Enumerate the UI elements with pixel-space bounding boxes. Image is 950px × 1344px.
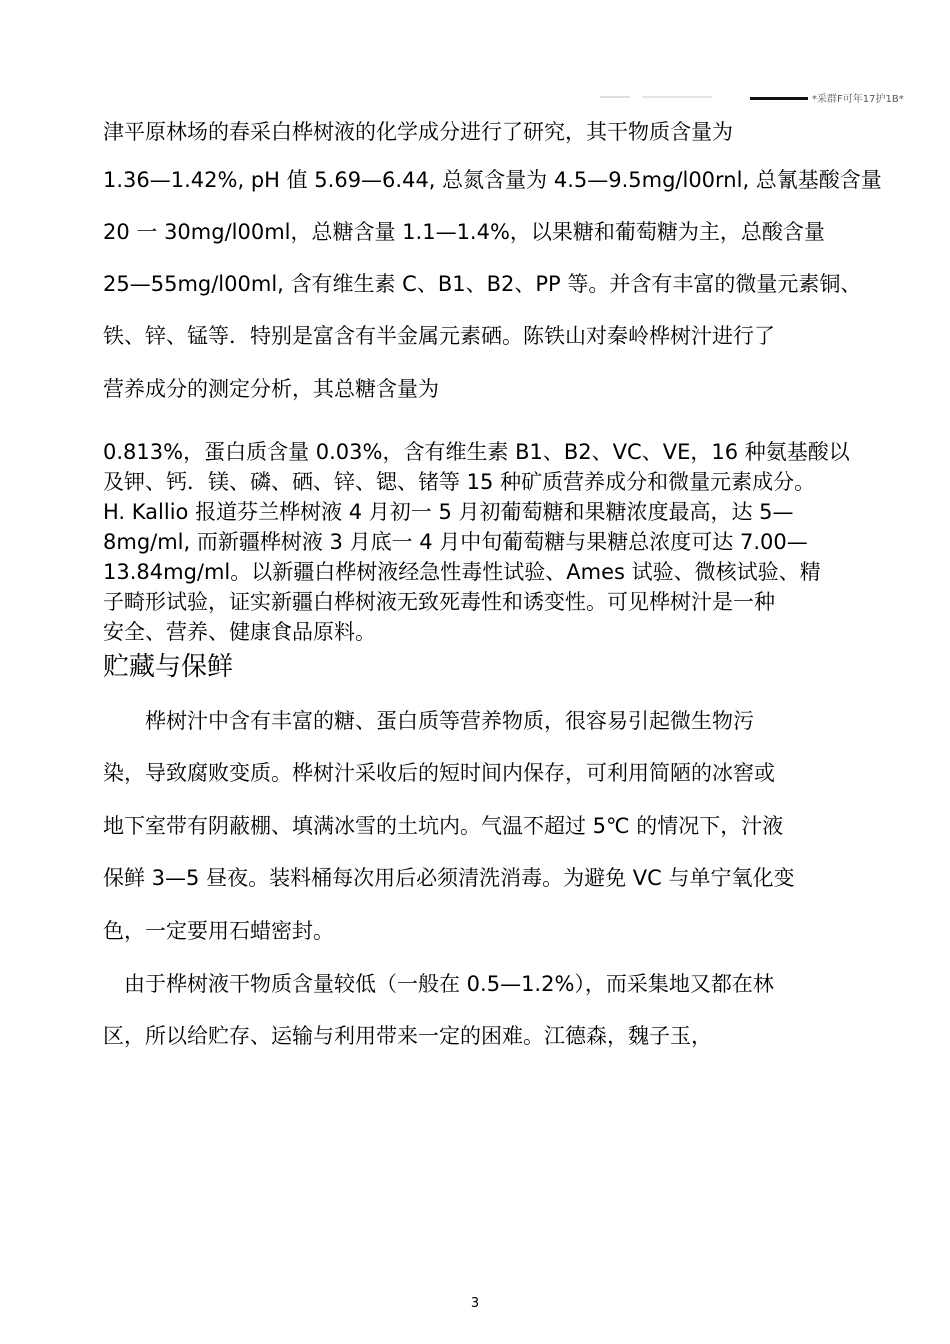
- paragraph-2-line: 安全、营养、健康食品原料。: [103, 620, 376, 644]
- paragraph-2-line: 8mg/ml, 而新疆桦树液 3 月底一 4 月中旬葡萄糖与果糖总浓度可达 7.00—: [103, 530, 808, 554]
- paragraph-2-line: 及钾、钙．镁、磷、硒、锌、锶、锗等 15 种矿质营养成分和微量元素成分。: [103, 470, 816, 494]
- paragraph-2: [103, 437, 893, 647]
- paragraph-1-line: 铁、锌、锰等．特别是富含有半金属元素硒。陈铁山对秦岭桦树汁进行了: [103, 324, 775, 348]
- paragraph-1-line: 营养成分的测定分析，其总糖含量为: [103, 377, 439, 401]
- paragraph-3-line: 染，导致腐败变质。桦树汁采收后的短时间内保存，可利用简陋的冰窖或: [103, 761, 775, 785]
- paragraph-3-line: 保鲜 3—5 昼夜。装料桶每次用后必须清洗消毒。为避免 VC 与单宁氧化变: [103, 866, 795, 890]
- paragraph-1-line: 津平原林场的春采白桦树液的化学成分进行了研究，其干物质含量为: [103, 120, 733, 144]
- paragraph-1-line: 25—55mg/l00ml, 含有维生素 C、B1、B2、PP 等。并含有丰富的微量元素铜、: [103, 272, 862, 296]
- header-rule: [750, 97, 808, 100]
- header-text: *采群F可年17护1B*: [812, 94, 904, 105]
- paragraph-3-line: 桦树汁中含有丰富的糖、蛋白质等营养物质，很容易引起微生物污: [103, 709, 754, 733]
- paragraph-1-line: 1.36—1.42%, pH 值 5.69—6.44, 总氮含量为 4.5—9.5mg/l00rnl, 总氰基酸含量: [103, 168, 882, 192]
- header-smudge: [642, 96, 712, 98]
- paragraph-2-line: 0.813%，蛋白质含量 0.03%，含有维生素 B1、B2、VC、VE，16 种氨基酸以: [103, 440, 850, 464]
- paragraph-4-line: 区，所以给贮存、运输与利用带来一定的困难。江德森，魏子玉，: [103, 1024, 712, 1048]
- page-number: 3: [470, 1296, 480, 1311]
- paragraph-1-line: 20 一 30mg/l00ml，总糖含量 1.1—1.4%，以果糖和葡萄糖为主，总酸含量: [103, 220, 825, 244]
- paragraph-3-line: 地下室带有阴蔽棚、填满冰雪的土坑内。气温不超过 5℃ 的情况下，汁液: [103, 814, 784, 838]
- paragraph-2-line: 子畸形试验，证实新疆白桦树液无致死毒性和诱变性。可见桦树汁是一种: [103, 590, 775, 614]
- paragraph-2-line: 13.84mg/ml。以新疆白桦树液经急性毒性试验、Ames 试验、微核试验、精: [103, 560, 821, 584]
- section-heading: 贮藏与保鲜: [103, 652, 234, 682]
- paragraph-4-line: 由于桦树液干物质含量较低（一般在 0.5—1.2%），而采集地又都在林: [103, 972, 774, 996]
- paragraph-2-line: H. Kallio 报道芬兰桦树液 4 月初一 5 月初葡萄糖和果糖浓度最高，达 5—: [103, 500, 794, 524]
- paragraph-3-line: 色，一定要用石蜡密封。: [103, 919, 334, 943]
- page-header-fragment: [600, 90, 904, 106]
- header-smudge: [600, 96, 630, 98]
